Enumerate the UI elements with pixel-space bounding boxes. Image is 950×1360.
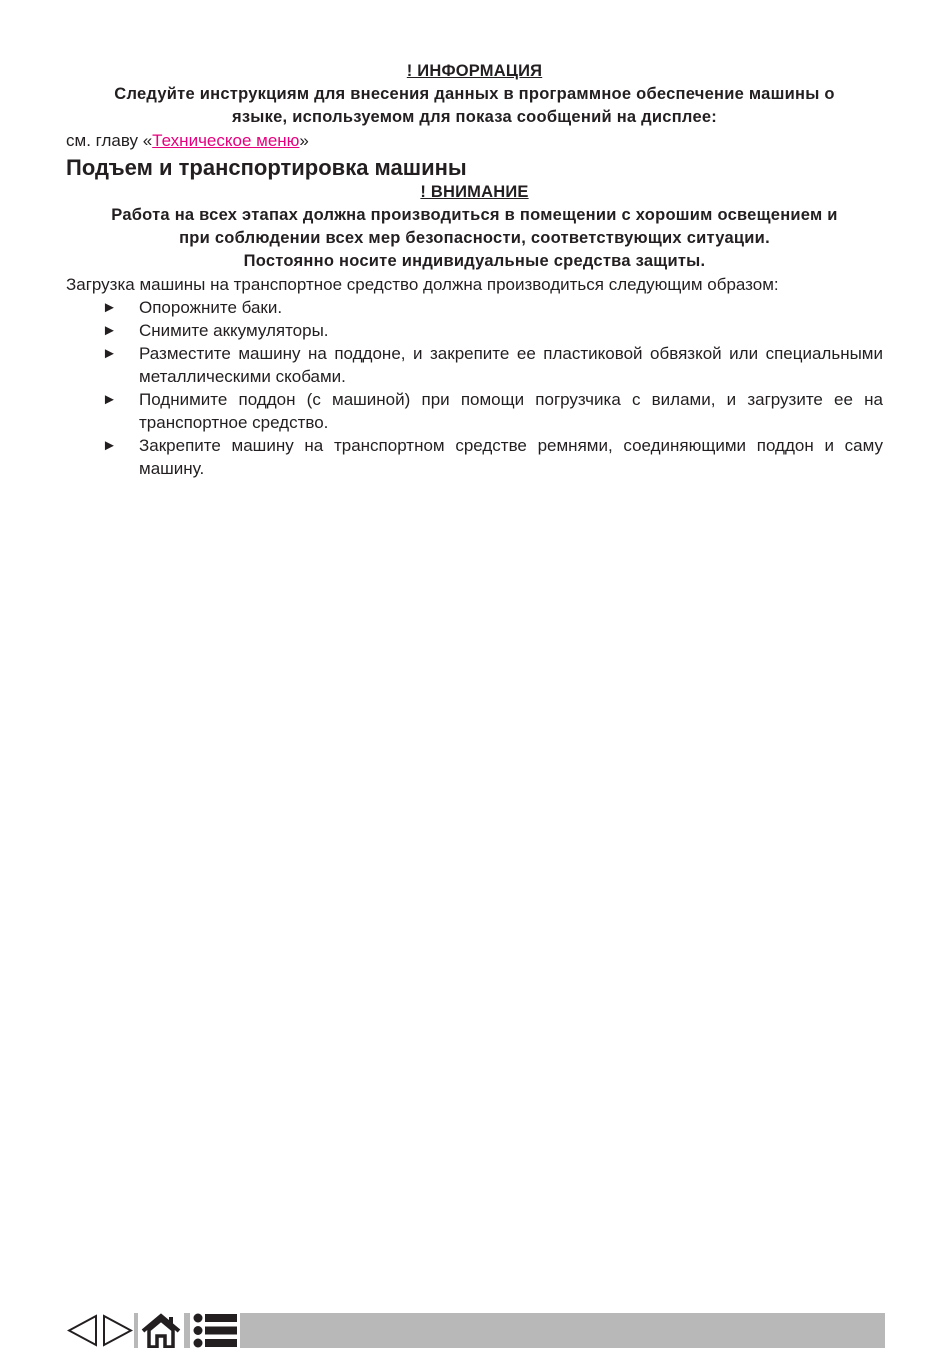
warning-body-line-2: при соблюдении всех мер безопасности, соответствующих ситуации. xyxy=(179,229,770,247)
step-text: Опорожните баки. xyxy=(139,298,283,317)
contents-button[interactable] xyxy=(190,1313,240,1348)
warning-body-line-1: Работа на всех этапах должна производиться в помещении с хорошим освещением и xyxy=(111,206,838,224)
see-prefix: см. главу « xyxy=(66,131,153,150)
home-icon xyxy=(140,1313,182,1348)
step-text: Разместите машину на поддоне, и закрепите ее пластиковой обвязкой или специальными металлическими скобами. xyxy=(139,344,883,386)
list-item xyxy=(66,388,883,434)
previous-page-icon xyxy=(67,1314,99,1347)
list-item xyxy=(66,319,883,342)
contents-list-icon xyxy=(191,1313,239,1348)
info-title: ! ИНФОРМАЦИЯ xyxy=(406,62,543,80)
previous-page-button[interactable] xyxy=(66,1313,100,1348)
technical-menu-link[interactable]: Техническое меню xyxy=(152,131,300,150)
bullet-arrow-icon: ► xyxy=(102,391,117,408)
next-page-button[interactable] xyxy=(100,1313,134,1348)
bullet-arrow-icon: ► xyxy=(102,437,117,454)
warning-body xyxy=(66,204,883,273)
info-body-line-1: Следуйте инструкциям для внесения данных в программное обеспечение машины о xyxy=(114,85,835,103)
bullet-arrow-icon: ► xyxy=(102,299,117,316)
step-text: Поднимите поддон (с машиной) при помощи погрузчика с вилами, и загрузите ее на транспортное средство. xyxy=(139,390,883,432)
bullet-arrow-icon: ► xyxy=(102,322,117,339)
list-item xyxy=(66,296,883,319)
list-item xyxy=(66,342,883,388)
list-item xyxy=(66,434,883,480)
intro-text: Загрузка машины на транспортное средство должна производиться следующим образом: xyxy=(66,275,779,294)
info-body-line-2: языке, используемом для показа сообщений на дисплее: xyxy=(231,108,718,126)
bullet-arrow-icon: ► xyxy=(102,345,117,362)
see-suffix: » xyxy=(299,131,309,150)
steps-list xyxy=(66,296,883,480)
document-page xyxy=(66,60,883,480)
next-page-icon xyxy=(101,1314,133,1347)
warning-body-line-3: Постоянно носите индивидуальные средства защиты. xyxy=(243,252,706,270)
home-button[interactable] xyxy=(138,1313,184,1348)
see-chapter-line xyxy=(66,129,883,152)
info-body xyxy=(66,83,883,129)
section-heading: Подъем и транспортировка машины xyxy=(66,155,467,180)
warning-title: ! ВНИМАНИЕ xyxy=(420,183,529,201)
step-text: Закрепите машину на транспортном средстве ремнями, соединяющими поддон и саму машину. xyxy=(139,436,883,478)
step-text: Снимите аккумуляторы. xyxy=(139,321,329,340)
footer-bar xyxy=(66,1313,885,1348)
